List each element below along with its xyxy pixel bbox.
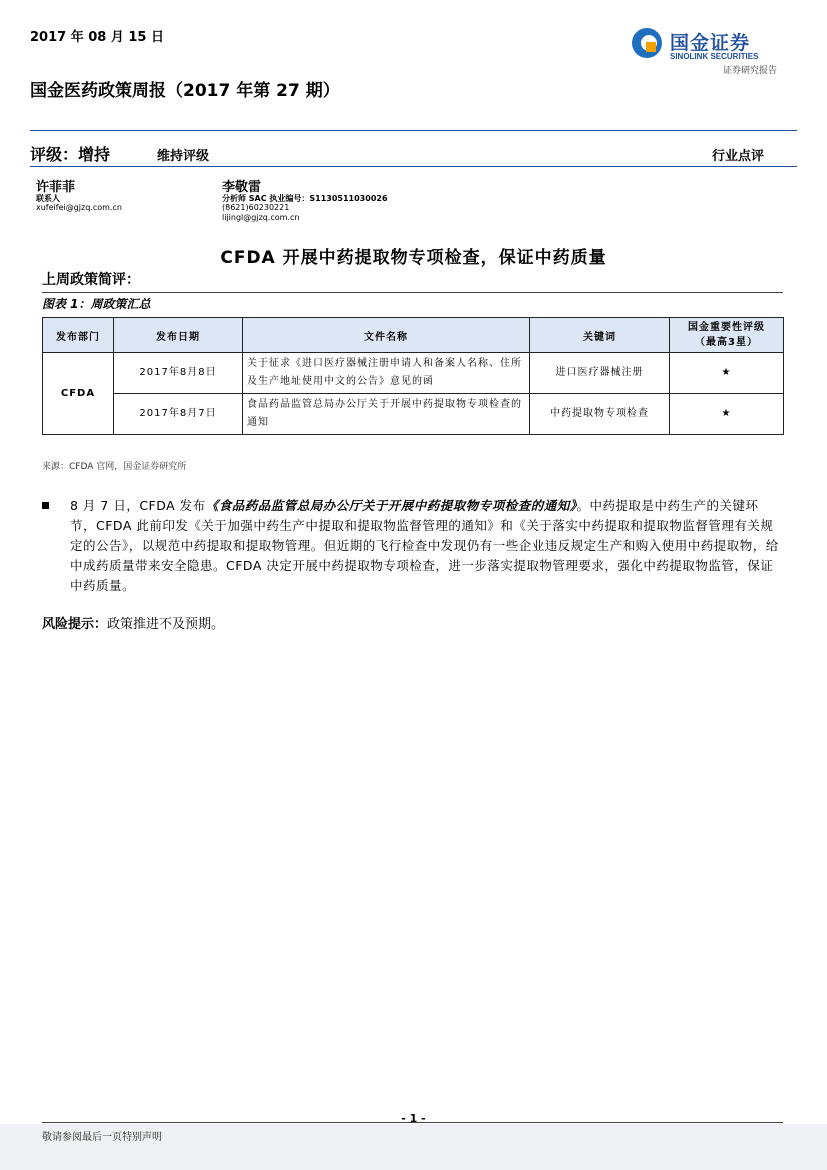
report-title: 国金医药政策周报（2017 年第 27 期）: [30, 81, 340, 101]
paragraph-body: 。中药提取是中药生产的关键环节，CFDA 此前印发《关于加强中药生产中提取和提取物监督管理的通知》和《关于落实中药提取和提取物监督管理有关规定的公告》，以规范中药提取和提取物管理。但近期的飞行检查中发现仍有一些企业违反规定生产和购入使用中药提取物，给中成药质量带来安全隐患。CFDA 决定开展中药提取物专项检查，进一步落实提取物管理要求，强化中药提取物监管，保证中药质量。: [70, 498, 779, 593]
author-2-email[interactable]: lijingl@gjzq.com.cn: [222, 213, 300, 222]
page-number: - 1 -: [401, 1112, 426, 1125]
author-1-name: 许菲菲: [36, 180, 76, 195]
col-header-rating: 国金重要性评级 （最高3星）: [670, 318, 784, 353]
paragraph-notice-title: 《食品药品监管总局办公厅关于开展中药提取物专项检查的通知》: [205, 498, 577, 513]
date-cell: 2017年8月8日: [114, 353, 243, 394]
risk-label: 风险提示：: [42, 617, 108, 632]
report-date: 2017 年 08 月 15 日: [30, 30, 164, 45]
col-header-date: 发布日期: [114, 318, 243, 353]
policy-summary-table: [42, 317, 784, 435]
document-cell: 食品药品监管总局办公厅关于开展中药提取物专项检查的通知: [243, 394, 530, 435]
keyword-cell: 进口医疗器械注册: [530, 353, 670, 394]
risk-text: 政策推进不及预期。: [107, 617, 225, 632]
section-heading: 上周政策简评：: [42, 272, 140, 288]
department-cell: CFDA: [43, 353, 114, 435]
bullet-square-icon: [42, 502, 49, 509]
star-rating-cell: ★: [670, 353, 784, 394]
col-header-keyword: 关键词: [530, 318, 670, 353]
footer-disclaimer: 敬请参阅最后一页特别声明: [42, 1132, 162, 1143]
author-1-role: 联系人: [36, 194, 60, 203]
table-row: [43, 353, 784, 394]
logo-cn-text: 国金证券: [670, 32, 751, 54]
author-1-email[interactable]: xufeifei@gjzq.com.cn: [36, 203, 122, 212]
document-cell: 关于征求《进口医疗器械注册申请人和备案人名称、住所及生产地址使用中文的公告》意见的函: [243, 353, 530, 394]
author-2-name: 李敬雷: [222, 180, 262, 195]
date-cell: 2017年8月7日: [114, 394, 243, 435]
paragraph-lead: 8 月 7 日，CFDA 发布: [70, 498, 206, 513]
risk-warning: [42, 613, 224, 632]
table-source: 来源：CFDA 官网，国金证券研究所: [42, 462, 187, 472]
col-header-department: 发布部门: [43, 318, 114, 353]
article-title: CFDA 开展中药提取物专项检查，保证中药质量: [220, 248, 607, 268]
keyword-cell: 中药提取物专项检查: [530, 394, 670, 435]
header-divider: [30, 130, 797, 131]
analysis-paragraph: [70, 496, 784, 596]
document-type: 行业点评: [712, 149, 765, 164]
table-header-row: [43, 318, 784, 353]
author-2-phone: (8621)60230221: [222, 203, 290, 212]
figure-title: 图表 1：周政策汇总: [42, 297, 151, 311]
logo-en-text: SINOLINK SECURITIES: [670, 52, 759, 61]
rating-action: 维持评级: [157, 149, 210, 164]
author-2-cert: 分析师 SAC 执业编号：S1130511030026: [222, 194, 388, 203]
star-rating-cell: ★: [670, 394, 784, 435]
research-tagline: 证券研究报告: [723, 66, 778, 76]
table-row: [43, 394, 784, 435]
rating-divider: [30, 166, 797, 167]
sinolink-logo-icon: [630, 26, 664, 60]
col-header-document: 文件名称: [243, 318, 530, 353]
section-rule: [42, 292, 783, 293]
rating-label: 评级：增持: [30, 145, 111, 164]
